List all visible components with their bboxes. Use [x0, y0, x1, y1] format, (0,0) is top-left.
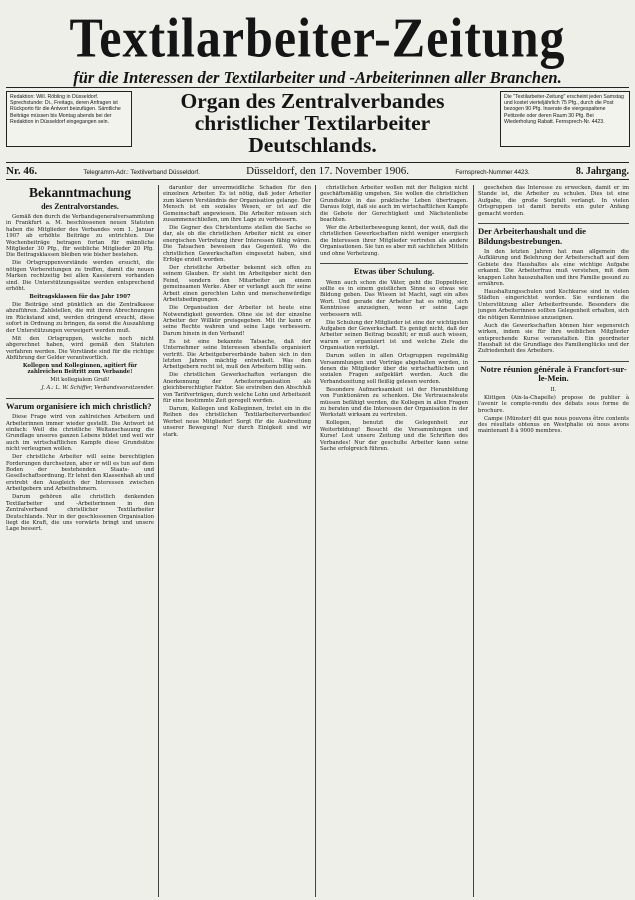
article-paragraph: Haushaltungsschulen und Kochkurse sind in vielen Städten eingerichtet worden. Sie verdienen die Unterstützung aller Arbeiterfreunde. Besonders die jungen Arbeiterinnen sollten Gelegenheit erhalten, sich die nötigen Kenntnisse anzueignen. [478, 289, 629, 321]
masthead-title: Textilarbeiter-Zeitung [69, 6, 566, 69]
column-divider [473, 185, 474, 897]
article-heading-haushalt: Der Arbeiterhaushalt und die Bildungsbestrebungen. [478, 223, 629, 246]
dateline-bottom-rule [6, 179, 629, 180]
organ-title [130, 90, 495, 156]
notice-emphasis: Beitragsklassen für das Jahr 1907 [29, 294, 131, 301]
article-paragraph: Der christliche Arbeiter bekennt sich offen zu seinem Glauben. Er sieht im Arbeitgeber nicht den Feind, sondern den Mitarbeiter an einem gemeinsamen Werke. Aber er verlangt auch für seine Arbeit einen gerechten Lohn und menschenwürdige Arbeitsbedingungen. [163, 265, 311, 304]
editorial-info-text: Redaktion: Will. Röbling in Düsseldorf. Sprechstunde: Di., Freitags, deren Anfragen ist Rückporto für die Antwort beizufügen. Sämtliche Beiträge müssen bis Montag abends bei der Redaktion in Düsseldorf eingegangen sein. [10, 94, 121, 125]
notice-paragraph: Die Ortsgruppenvorstände werden ersucht, die nötigen Vorbereitungen zu treffen, damit die neuen Marken rechtzeitig bei allen Kassierern vorhanden sind. Die Unterstützungssätze werden entsprechend erhöht. [6, 260, 154, 293]
article-paragraph: Wenn auch schon die Väter, geht die Doppelfeier, sollte es in einem geistlichen Sinne so etwas wie Bildung geben. Das Wissen ist Macht, sagt ein altes Wort. Und gerade der Arbeiter hat es nötig, sich Kenntnisse anzueignen, wenn er seine Lage verbessern will. [320, 279, 468, 318]
phone-number: Fernsprech-Nummer 4423. [455, 169, 530, 176]
issue-number: Nr. 46. [6, 165, 38, 177]
notice-paragraph: Mit den Ortsgruppen, welche noch nicht abgerechnet haben, wird gemäß den Statuten verfahren werden. Die Vorstände sind für die richtige Abführung der Gelder verantwortlich. [6, 335, 154, 361]
article-paragraph: Die christlichen Gewerkschaften verlangen die Anerkennung der Arbeiterorganisation als gleichberechtigter Faktor. Sie erstreben den Abschluß von Tarifverträgen, durch welche Lohn und Arbeitszeit für eine bestimmte Zeit geregelt werden. [163, 372, 311, 404]
article-paragraph: Die Organisation der Arbeiter ist heute eine Notwendigkeit geworden. Ohne sie ist der einzelne Arbeiter der Willkür preisgegeben. Mit ihr kann er seine Rechte wahren und seine Lage verbessern. Darum hinein in den Verband! [163, 305, 311, 337]
article-paragraph: Wer die Arbeiterbewegung kennt, der weiß, daß die christlichen Gewerkschaften nicht weniger energisch die Interessen ihrer Mitglieder vertreten als andere Organisationen. Sie tun es aber mit sachlichen Mitteln und ohne Verhetzung. [320, 225, 468, 257]
notice-call: Kollegen und Kolleginnen, agitiert für zahlreichen Beitritt zum Verbande! [22, 362, 138, 376]
article-paragraph: Die Schulung der Mitglieder ist eine der wichtigsten Aufgaben der Gewerkschaft. Es genügt nicht, daß der Arbeiter seinen Beitrag bezahlt; er muß auch wissen, warum er organisiert ist und welche Ziele die Organisation verfolgt. [320, 319, 468, 352]
article-paragraph: christlichen Arbeiter wollen mit der Religion nicht geschäftsmäßig umgehen. Sie wollen die christlichen Grundsätze in das praktische Leben übertragen. Daraus folgt, daß sie auch im wirtschaftlichen Kampfe die Gebote der Gerechtigkeit und Nächstenliebe beachten. [320, 185, 468, 224]
notice-subheading: des Zentralvorstandes. [41, 202, 119, 211]
issue-date: Düsseldorf, den 17. November 1906. [246, 165, 410, 177]
column-1 [6, 185, 154, 897]
editorial-info-box [6, 91, 132, 147]
volume-year: 8. Jahrgang. [575, 166, 629, 177]
telegram-address: Telegramm-Adr.: Textilverband Düsseldorf. [83, 169, 200, 176]
article-paragraph: Campe (Münster) dit que nous pouvons être contents des résultats obtenus en Westphalie où nous avons maintenant 8 à 9000 membres. [478, 415, 629, 435]
subscription-info-text: Die "Textilarbeiter-Zeitung" erscheint jeden Samstag und kostet vierteljährlich 75 Pfg., durch die Post bezogen 90 Pfg. Inserate die viergespaltene Petitzeile oder deren Raum 30 Pfg. Bei Wiederholung Rabatt. Fernsprech-Nr. 4423. [504, 94, 624, 125]
column-2 [163, 185, 311, 897]
organ-line-1: Organ des Zentralverbandes [180, 89, 445, 113]
article-paragraph: geschehen das Interesse zu erwecken, damit er im Stande ist, die Arbeiter zu schulen. Dies ist eine Aufgabe, die große Sorgfalt verlangt. In vielen Ortsgruppen ist damit bereits ein guter Anfang gemacht worden. [478, 185, 629, 217]
article-heading-reunion: Notre réunion générale à Francfort-sur-le-Mein. [478, 361, 629, 384]
subscription-info-box [500, 91, 630, 147]
column-3 [320, 185, 468, 897]
masthead-subtitle: für die Interessen der Textilarbeiter und -Arbeiterinnen aller Branchen. [73, 68, 562, 87]
article-paragraph: darunter der unvermeidliche Schaden für den einzelnen Arbeiter. Es ist nötig, daß jeder Arbeiter zum klaren Verständnis der Organisation gelange. Der Mensch ist ein soziales Wesen, er ist auf die Gemeinschaft angewiesen. Die Arbeiter müssen sich zusammenschließen, um ihre Lage zu verbessern. [163, 185, 311, 224]
dateline-top-rule [6, 162, 629, 163]
column-divider [315, 185, 316, 897]
notice-heading: Bekanntmachung [28, 185, 132, 200]
article-paragraph: Es ist eine bekannte Tatsache, daß der Unternehmer seine Interessen ebenfalls organisiert vertritt. Die Arbeitgeberverbände haben sich in den letzten Jahren mächtig entwickelt. Was den Arbeitgebern recht ist, muß den Arbeitern billig sein. [163, 338, 311, 371]
article-paragraph: Besondere Aufmerksamkeit ist der Heranbildung von Funktionären zu schenken. Die Vertrauensleute müssen befähigt werden, die Kollegen in allen Fragen zu beraten und die Interessen der Organisation in der Werkstatt wirksam zu vertreten. [320, 386, 468, 419]
article-heading-schulung: Etwas über Schulung. [320, 263, 468, 277]
article-paragraph: Die Gegner des Christentums stellen die Sache so dar, als ob die christlichen Arbeiter nicht zu einer energischen Vertretung ihrer Interessen fähig wären. Die Tatsachen beweisen das Gegenteil. Wo die christlichen Gewerkschaften eingesetzt haben, sind Erfolge erzielt worden. [163, 225, 311, 264]
article-heading-warum: Warum organisiere ich mich christlich? [6, 398, 154, 412]
dateline [6, 165, 629, 177]
notice-greeting: Mit kollegialem Gruß! [50, 377, 110, 384]
article-paragraph: Auch die Gewerkschaften können hier segensreich wirken, indem sie für ihre weiblichen Mitglieder entsprechende Kurse veranstalten. Ein geordneter Haushalt ist die Grundlage des Familienglücks und der Zufriedenheit des Arbeiters. [478, 322, 629, 355]
article-paragraph: Darum, Kollegen und Kolleginnen, tretet ein in die Reihen des christlichen Textilarbeiterverbandes! Werbet neue Mitglieder! Sorgt für die Ausbreitung unserer Bewegung! Nur durch Einigkeit sind wir stark. [163, 405, 311, 438]
notice-paragraph: Die Beiträge sind pünktlich an die Zentralkasse abzuführen. Zahlstellen, die mit ihren Abrechnungen im Rückstand sind, werden dringend ersucht, diese sofort in Ordnung zu bringen, da sonst die Auszahlung der Unterstützungen verweigert werden muß. [6, 302, 154, 334]
article-paragraph: Diese Frage wird von zahlreichen Arbeitern und Arbeiterinnen immer wieder gestellt. Die Antwort ist einfach: Weil die christliche Weltanschauung die Grundlage unseres ganzen Lebens bildet und weil wir auch im wirtschaftlichen Kampfe diese Grundsätze nicht verleugnen wollen. [6, 414, 154, 453]
column-divider [158, 185, 159, 897]
article-paragraph: Kollegen, benutzt die Gelegenheit zur Weiterbildung! Besucht die Versammlungen und Kurse! Lest unsere Zeitung und die Schriften des Verbandes! Nur der geschulte Arbeiter kann seine Sache erfolgreich führen. [320, 420, 468, 453]
notice-paragraph: Gemäß den durch die Verbandsgeneralversammlung in Frankfurt a. M. beschlossenen neuen Statuten haben die Mitglieder des Verbandes vom 1. Januar 1907 ab erhöhte Beiträge zu entrichten. Die Wochenbeiträge betragen fortan für männliche Mitglieder 30 Pfg., für weibliche Mitglieder 20 Pfg. Die Beitragsklassen bleiben wie bisher bestehen. [6, 214, 154, 259]
masthead-rule [6, 87, 629, 88]
organ-line-2: christlicher Textilarbeiter Deutschlands. [194, 111, 431, 157]
article-paragraph: Der christliche Arbeiter will seine berechtigten Forderungen durchsetzen, aber er will es tun auf dem Boden der bestehenden Staats- und Gesellschaftsordnung. Er lehnt den Klassenhaß ab und erstrebt den Ausgleich der Interessen zwischen Arbeitgebern und Arbeitnehmern. [6, 454, 154, 493]
article-section-number: II. [550, 386, 557, 393]
notice-signature: J. A.: L. W. Schiffer, Verbandsvorsitzender. [41, 385, 154, 392]
article-paragraph: In den letzten Jahren hat man allgemein die Aufklärung und Belehrung der Arbeiterschaft auf dem Gebiete des Haushaltes als eine wichtige Aufgabe erkannt. Die Arbeiterfrau muß verstehen, mit dem knappen Lohn hauszuhalten und ihre Familie gesund zu ernähren. [478, 249, 629, 288]
article-paragraph: Darum gehören alle christlich denkenden Textilarbeiter und -Arbeiterinnen in den Zentralverband christlicher Textilarbeiter Deutschlands. Nur in der geschlossenen Organisation liegt die Kraft, die uns vorwärts bringt und unsere Lage bessert. [6, 494, 154, 533]
column-4 [478, 185, 629, 897]
article-paragraph: Klittgen (Aix-la-Chapelle) propose de publier à l'avenir le compte-rendu des débats sous forme de brochure. [478, 394, 629, 414]
article-paragraph: Darum sollen in allen Ortsgruppen regelmäßig Versammlungen und Vorträge abgehalten werden, in denen die Mitglieder über die wirtschaftlichen und sozialen Fragen aufgeklärt werden. Auch die Verbandszeitung soll fleißig gelesen werden. [320, 353, 468, 385]
